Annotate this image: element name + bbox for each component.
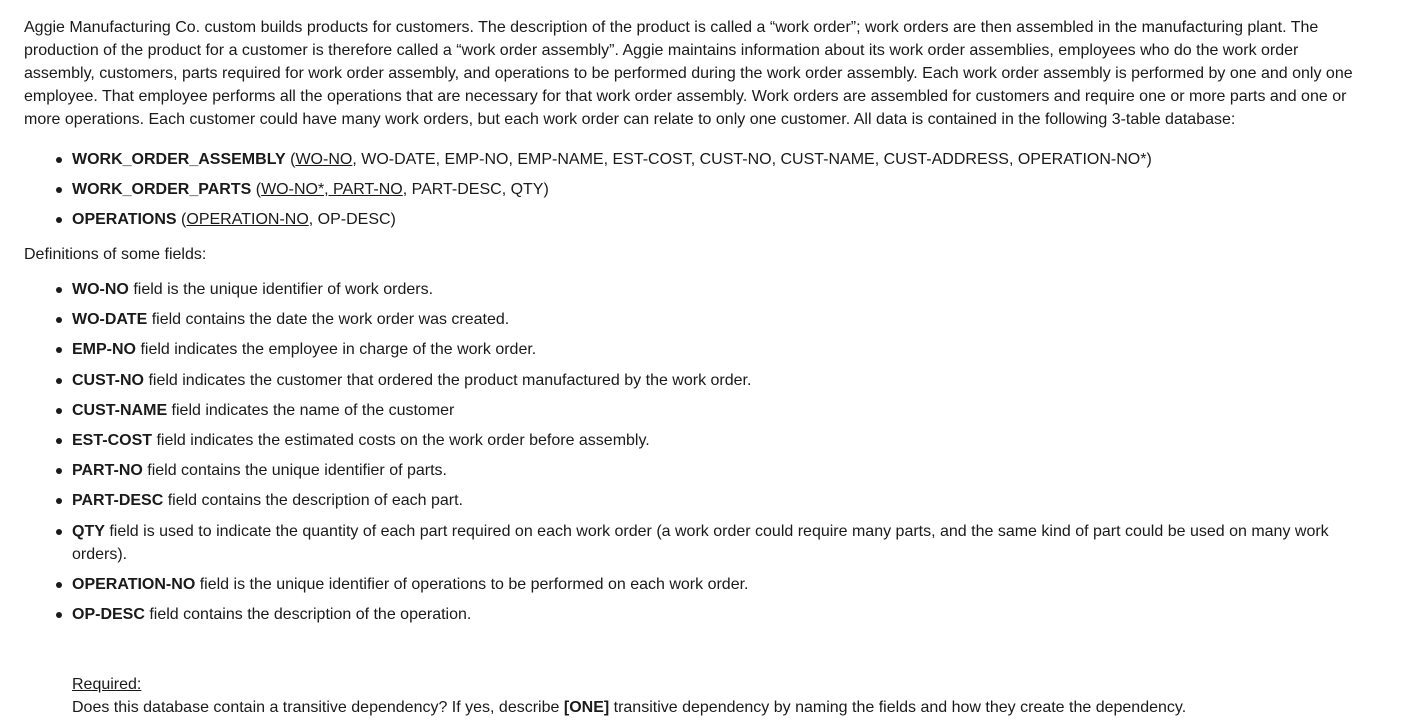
required-question bbox=[72, 696, 1186, 719]
list-item bbox=[24, 338, 1354, 361]
bullet bbox=[56, 498, 62, 504]
bullet bbox=[56, 287, 62, 293]
field-description: field contains the unique identifier of parts. bbox=[142, 462, 447, 480]
field-name: CUST-NO bbox=[72, 371, 144, 389]
field-description: field indicates the estimated costs on the work order before assembly. bbox=[152, 431, 650, 449]
list-item bbox=[24, 205, 1354, 235]
field-name: EST-COST bbox=[72, 431, 153, 449]
list-item bbox=[24, 459, 1354, 482]
list-item bbox=[24, 489, 1354, 512]
intro-paragraph: Aggie Manufacturing Co. custom builds products for customers. The description of the product is called a “work order”; work orders are then assembled in the manufacturing plant. The production of the product for a customer is therefore called a “work order assembly”. Aggie maintains information about its work order assemblies, employees who do the work order assembly, customers, parts required for work order assembly, and operations to be performed during the work order assembly. Each work order assembly is performed by one and only one employee. That employee performs all the operations that are necessary for that work order assembly. Work orders are assembled for customers and require one or more parts and one or more operations. Each customer could have many work orders, but each work order can relate to only one customer. All data is contained in the following 3-table database: bbox=[24, 19, 1353, 128]
table-list bbox=[24, 145, 1354, 235]
bullet bbox=[56, 157, 62, 163]
list-item bbox=[24, 369, 1354, 392]
list-item bbox=[24, 278, 1354, 301]
field-description: field indicates the employee in charge of the work order. bbox=[136, 341, 537, 359]
field-name: PART-NO bbox=[72, 462, 143, 480]
list-item bbox=[24, 573, 1354, 596]
bullet bbox=[56, 347, 62, 353]
list-item bbox=[24, 308, 1354, 331]
table-fields: , PART-DESC, QTY) bbox=[402, 181, 549, 198]
field-description: field indicates the name of the customer bbox=[167, 401, 455, 419]
table-name: WORK_ORDER_PARTS bbox=[72, 181, 252, 198]
primary-key: WO-NO*, PART-NO bbox=[261, 181, 403, 198]
question-emphasis: [ONE] bbox=[563, 699, 610, 716]
definitions-label: Definitions of some fields: bbox=[24, 246, 207, 263]
table-name: OPERATIONS bbox=[72, 211, 177, 228]
bullet bbox=[56, 468, 62, 474]
bullet bbox=[56, 217, 62, 223]
field-description: field is used to indicate the quantity of each part required on each work order (a work order could require many parts, and the same kind of part could be used on many work orders). bbox=[72, 522, 1329, 563]
table-fields: , WO-DATE, EMP-NO, EMP-NAME, EST-COST, CUST-NO, CUST-NAME, CUST-ADDRESS, OPERATION-NO*) bbox=[352, 151, 1152, 168]
field-description: field contains the date the work order was created. bbox=[147, 311, 510, 329]
primary-key: OPERATION-NO bbox=[186, 211, 309, 228]
list-item bbox=[24, 429, 1354, 452]
field-name: OP-DESC bbox=[72, 605, 145, 623]
field-description: field is the unique identifier of work orders. bbox=[128, 281, 434, 298]
list-item bbox=[24, 175, 1354, 205]
field-description: field contains the description of the operation. bbox=[144, 605, 472, 623]
field-name: EMP-NO bbox=[72, 341, 136, 359]
bullet bbox=[56, 438, 62, 444]
bullet bbox=[56, 408, 62, 414]
table-fields: , OP-DESC) bbox=[308, 211, 396, 228]
field-name: WO-DATE bbox=[72, 311, 148, 329]
bullet bbox=[56, 529, 62, 535]
paren: ( bbox=[251, 181, 262, 198]
field-description: field indicates the customer that ordered the product manufactured by the work order. bbox=[144, 371, 752, 389]
field-description: field contains the description of each part. bbox=[163, 492, 463, 510]
field-name: QTY bbox=[72, 522, 105, 540]
field-name: PART-DESC bbox=[72, 492, 164, 510]
question-text: transitive dependency by naming the fields and how they create the dependency. bbox=[609, 699, 1187, 716]
field-name: WO-NO bbox=[72, 281, 129, 298]
bullet bbox=[56, 378, 62, 384]
list-item bbox=[24, 399, 1354, 422]
bullet bbox=[56, 317, 62, 323]
question-text: Does this database contain a transitive dependency? If yes, describe bbox=[72, 699, 564, 716]
field-name: OPERATION-NO bbox=[72, 575, 196, 593]
table-name: WORK_ORDER_ASSEMBLY bbox=[72, 151, 286, 168]
field-description: field is the unique identifier of operations to be performed on each work order. bbox=[195, 575, 749, 593]
paren: ( bbox=[285, 151, 296, 168]
list-item bbox=[24, 520, 1354, 566]
list-item bbox=[24, 603, 1354, 626]
bullet bbox=[56, 612, 62, 618]
field-name: CUST-NAME bbox=[72, 401, 168, 419]
required-label: Required: bbox=[72, 676, 142, 693]
primary-key: WO-NO bbox=[295, 151, 353, 168]
bullet bbox=[56, 582, 62, 588]
required-section bbox=[72, 673, 1186, 719]
paren: ( bbox=[176, 211, 187, 228]
field-definitions-list bbox=[24, 278, 1354, 626]
list-item bbox=[24, 145, 1354, 175]
bullet bbox=[56, 187, 62, 193]
